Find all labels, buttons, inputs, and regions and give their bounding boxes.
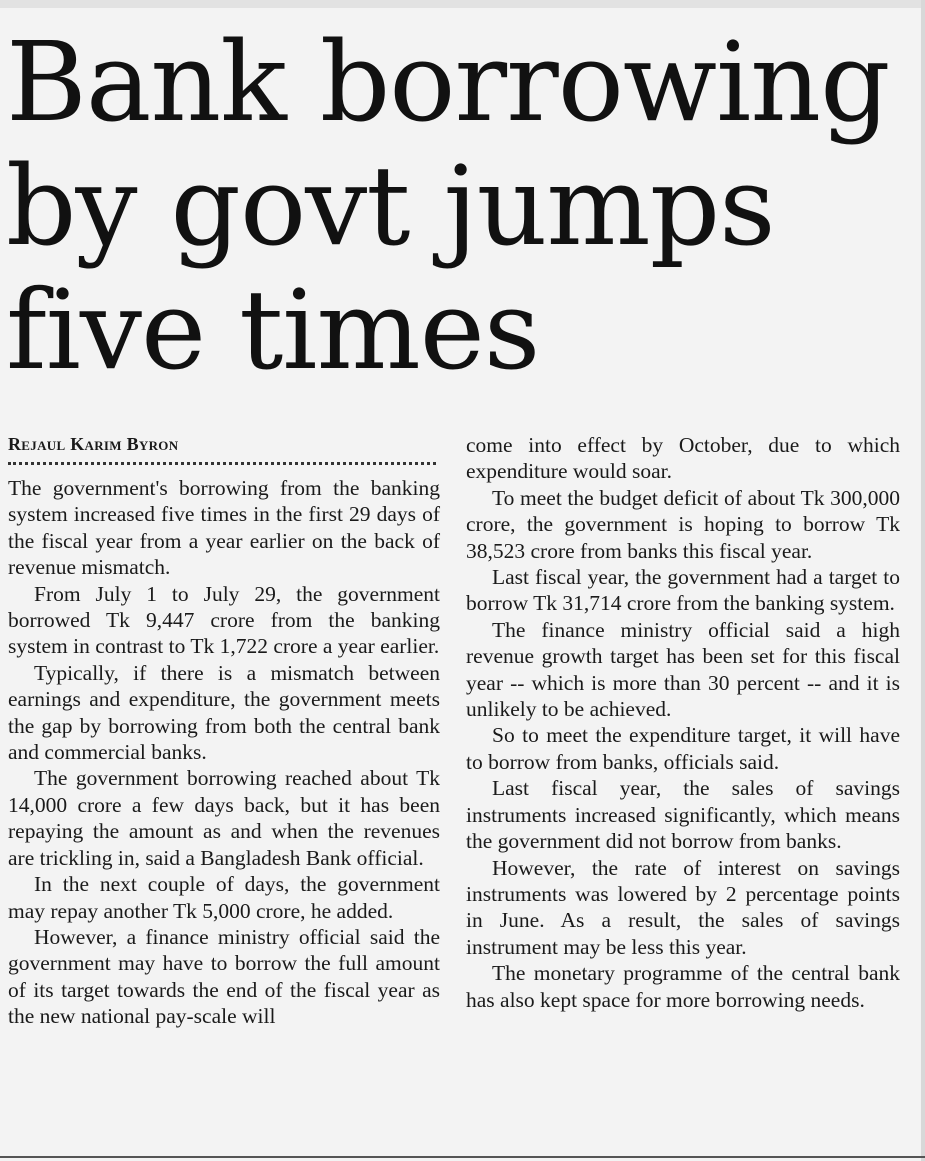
paragraph: However, the rate of interest on savings instruments was lowered by 2 percentage points in June. As a result, the sales of savings instrument may be less this year. xyxy=(466,855,900,959)
right-edge xyxy=(921,0,925,1161)
bottom-rule xyxy=(0,1156,925,1158)
paragraph: The monetary programme of the central bank has also kept space for more borrowing needs. xyxy=(466,961,900,1012)
paragraph: come into effect by October, due to which expenditure would soar. xyxy=(466,433,900,484)
paragraph: The government borrowing reached about Tk 14,000 crore a few days back, but it has been repaying the amount as and when the revenues are trickling in, said a Bangladesh Bank official. xyxy=(8,766,440,870)
paragraph: However, a finance ministry official said the government may have to borrow the full amount of its target towards the end of the fiscal year as the new national pay-scale will xyxy=(8,924,440,1029)
paragraph: So to meet the expenditure target, it will have to borrow from banks, officials said. xyxy=(466,723,900,774)
article-column-right xyxy=(466,432,900,1013)
paragraph: To meet the budget deficit of about Tk 300,000 crore, the government is hoping to borrow Tk 38,523 crore from banks this fiscal year. xyxy=(466,485,900,563)
paragraph: Typically, if there is a mismatch between earnings and expenditure, the government meets the gap by borrowing from both the central bank and commercial banks. xyxy=(8,660,440,765)
byline-divider xyxy=(8,462,436,465)
paragraph: In the next couple of days, the government may repay another Tk 5,000 crore, he added. xyxy=(8,872,440,923)
paragraph: Last fiscal year, the government had a target to borrow Tk 31,714 crore from the banking system. xyxy=(466,565,900,616)
top-edge xyxy=(0,0,925,8)
paragraph: The government's borrowing from the banking system increased five times in the first 29 days of the fiscal year from a year earlier on the back of revenue mismatch. xyxy=(8,476,440,580)
article-column-left xyxy=(8,432,440,1030)
byline: Rejaul Karim Byron xyxy=(8,434,179,454)
headline: Bank borrowing by govt jumps five times xyxy=(6,18,890,394)
paragraph: From July 1 to July 29, the government borrowed Tk 9,447 crore from the banking system in contrast to Tk 1,722 crore a year earlier. xyxy=(8,581,440,659)
paragraph: Last fiscal year, the sales of savings instruments increased significantly, which means the government did not borrow from banks. xyxy=(466,776,900,854)
paragraph: The finance ministry official said a high revenue growth target has been set for this fiscal year -- which is more than 30 percent -- and it is unlikely to be achieved. xyxy=(466,617,900,722)
